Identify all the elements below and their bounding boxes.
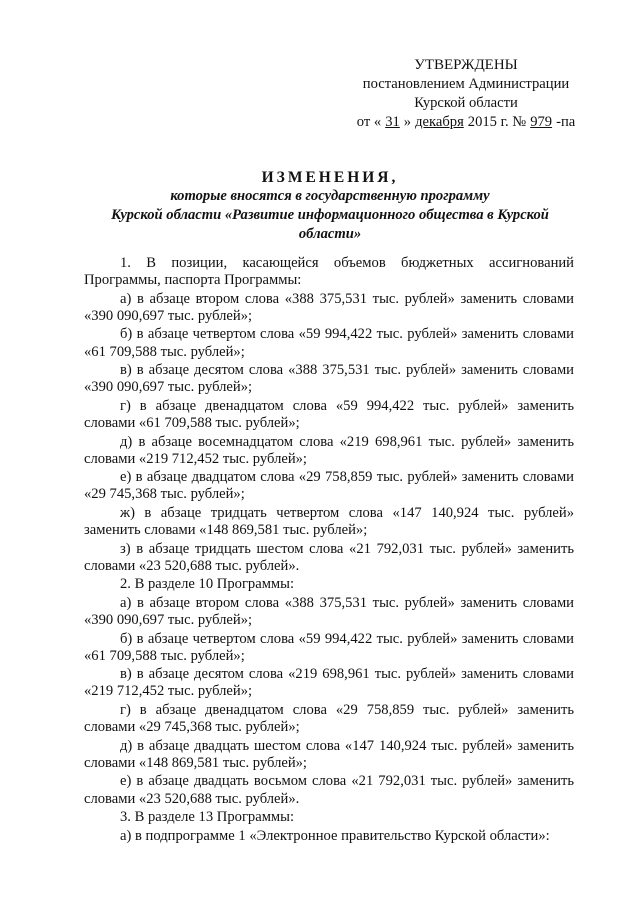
paragraph-2e: д) в абзаце двадцать шестом слова «147 140,924 тыс. рублей» заменить словами «148 869,581 тыс. рублей»; [84, 737, 574, 771]
date-mid: » [403, 114, 412, 130]
paragraph-1f: е) в абзаце двадцатом слова «29 758,859 тыс. рублей» заменить словами «29 745,368 тыс. рублей»; [84, 469, 574, 503]
approval-block [336, 56, 596, 132]
paragraph-3a: а) в подпрограмме 1 «Электронное правительство Курской области»: [120, 827, 550, 844]
paragraph-1c: в) в абзаце десятом слова «388 375,531 тыс. рублей» заменить словами «390 090,697 тыс. рублей»; [84, 362, 574, 396]
document-body [84, 255, 574, 846]
paragraph-2c: в) в абзаце десятом слова «219 698,961 тыс. рублей» заменить словами «219 712,452 тыс. рублей»; [84, 666, 574, 700]
approval-dateline [336, 113, 596, 132]
document-title [80, 168, 580, 244]
title-line-2: которые вносятся в государственную программу [170, 188, 490, 204]
title-main: ИЗМЕНЕНИЯ, [261, 169, 399, 186]
approval-heading: УТВЕРЖДЕНЫ [414, 57, 518, 73]
date-year: 2015 г. № [467, 114, 527, 130]
date-suffix: -па [556, 114, 576, 130]
approval-authority: постановлением Администрации [362, 76, 570, 92]
date-prefix: от « [356, 114, 382, 130]
date-number: 979 [530, 114, 553, 130]
approval-region: Курской области [414, 95, 518, 111]
paragraph-1a: а) в абзаце втором слова «388 375,531 тыс. рублей» заменить словами «390 090,697 тыс. рублей»; [84, 290, 574, 324]
paragraph-2a: а) в абзаце втором слова «388 375,531 тыс. рублей» заменить словами «390 090,697 тыс. рублей»; [84, 594, 574, 629]
paragraph-1h: з) в абзаце тридцать шестом слова «21 792,031 тыс. рублей» заменить словами «23 520,688 тыс. рублей». [84, 540, 574, 574]
paragraph-1g: ж) в абзаце тридцать четвертом слова «147 140,924 тыс. рублей» заменить словами «148 869,581 тыс. рублей»; [84, 504, 574, 539]
paragraph-1: 1. В позиции, касающейся объемов бюджетных ассигнований Программы, паспорта Программы: [84, 255, 574, 289]
title-line-4: области» [298, 226, 362, 242]
paragraph-2: 2. В разделе 10 Программы: [120, 576, 295, 593]
paragraph-2d: г) в абзаце двенадцатом слова «29 758,859 тыс. рублей» заменить словами «29 745,368 тыс. рублей»; [84, 701, 574, 736]
paragraph-2f: е) в абзаце двадцать восьмом слова «21 792,031 тыс. рублей» заменить словами «23 520,688 тыс. рублей». [84, 773, 574, 807]
date-month: декабря [415, 114, 464, 130]
date-day: 31 [385, 114, 400, 130]
paragraph-2b: б) в абзаце четвертом слова «59 994,422 тыс. рублей» заменить словами «61 709,588 тыс. рублей»; [84, 630, 574, 664]
paragraph-1d: г) в абзаце двенадцатом слова «59 994,422 тыс. рублей» заменить словами «61 709,588 тыс. рублей»; [84, 397, 574, 432]
paragraph-3: 3. В разделе 13 Программы: [120, 809, 295, 826]
paragraph-1e: д) в абзаце восемнадцатом слова «219 698,961 тыс. рублей» заменить словами «219 712,452 тыс. рублей»; [84, 433, 574, 467]
paragraph-1b: б) в абзаце четвертом слова «59 994,422 тыс. рублей» заменить словами «61 709,588 тыс. рублей»; [84, 326, 574, 360]
title-line-3: Курской области «Развитие информационного общества в Курской [111, 207, 549, 223]
